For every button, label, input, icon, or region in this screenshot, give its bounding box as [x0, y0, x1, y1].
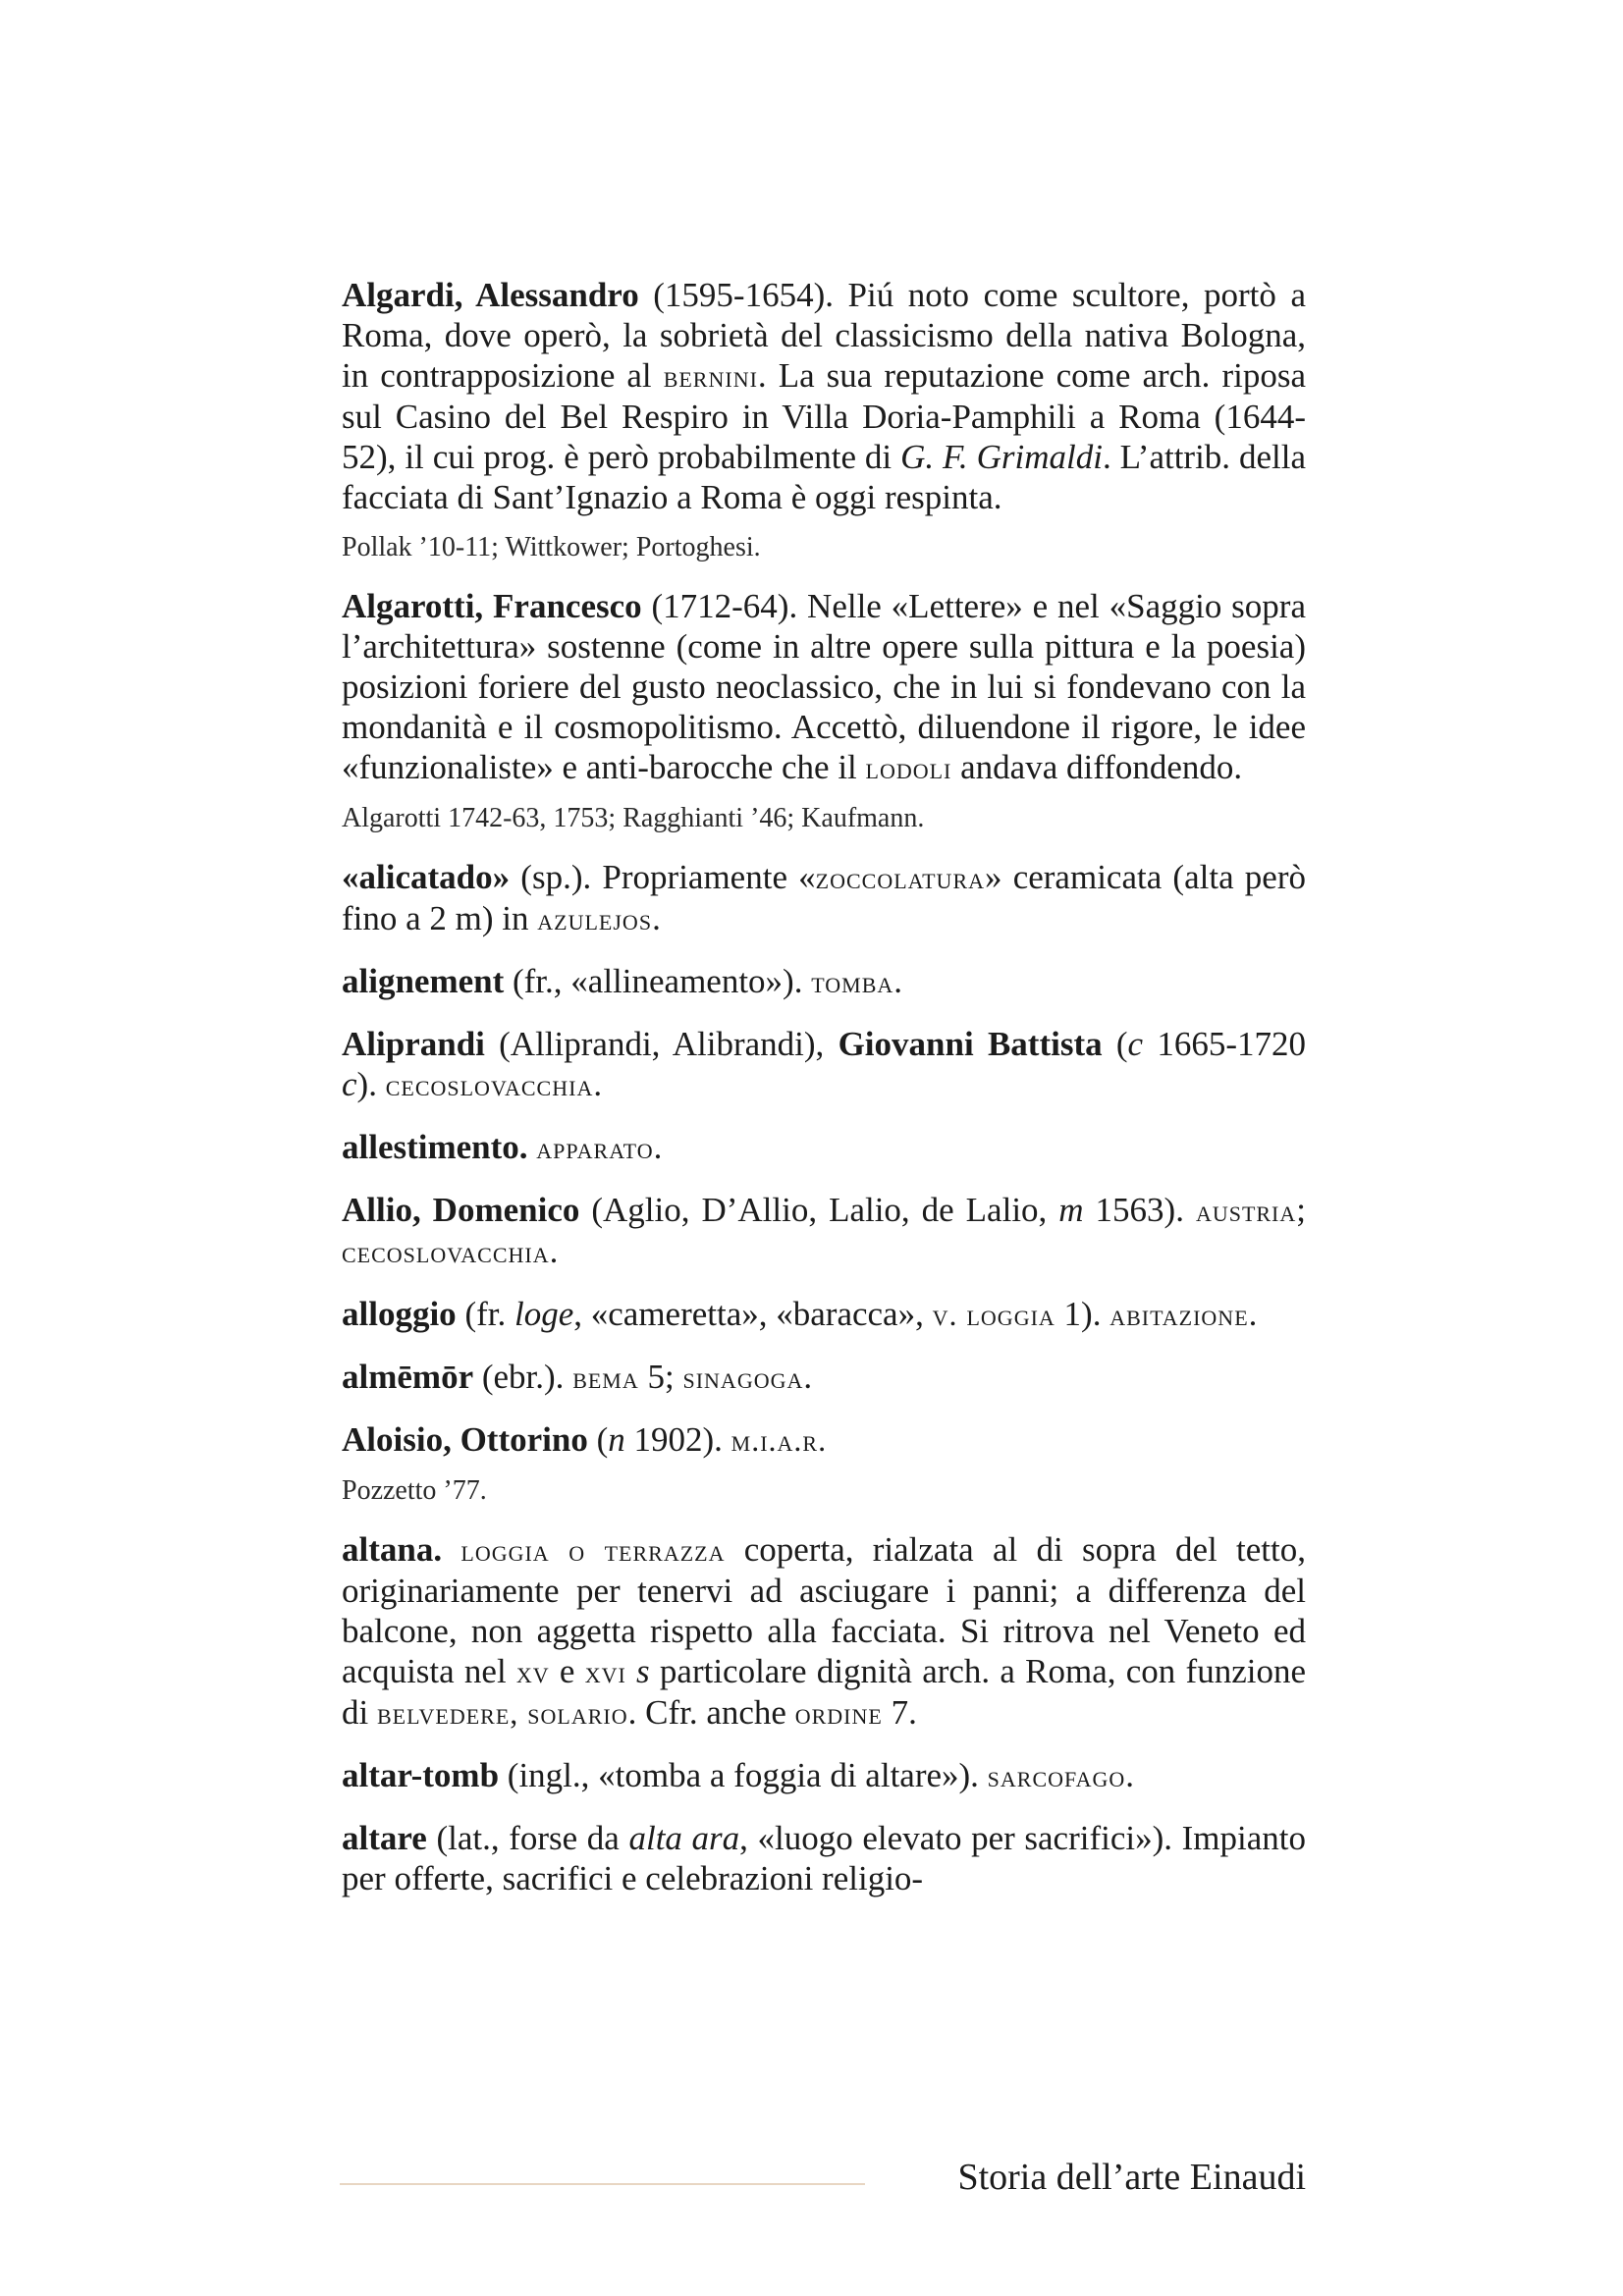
cross-reference: apparato — [536, 1130, 654, 1165]
body-text: (ingl., «tomba a foggia di altare»). — [499, 1756, 988, 1794]
entry-text — [342, 1024, 1306, 1105]
cross-reference: cecoslovacchia — [342, 1234, 550, 1269]
cross-reference: azulejos — [537, 901, 653, 936]
body-text: (1595-1654). Piú noto come scultore, portò a Roma, dove operò, la sobrietà del classicismo della nativa Bologna, in contrapposizione al — [342, 276, 1306, 395]
cross-reference: loggia o terrazza — [460, 1532, 726, 1568]
italic-text: G. F. Grimaldi — [900, 438, 1103, 476]
body-text: 1563). — [1083, 1191, 1196, 1229]
body-text — [626, 1652, 636, 1690]
entry-bibliography: Pozzetto ’77. — [342, 1475, 487, 1506]
entry-text — [342, 1755, 1306, 1796]
entry-headword: altana. — [342, 1530, 443, 1569]
entry-headword: almēmōr — [342, 1358, 474, 1396]
body-text: (fr. — [456, 1295, 514, 1333]
body-text: andava diffondendo. — [951, 748, 1243, 786]
body-text: . L’attrib. della facciata di Sant’Ignazio a Roma è oggi respinta. — [342, 438, 1307, 516]
dictionary-entry-altar-tomb — [342, 1755, 1306, 1796]
body-text: . La sua reputazione come arch. riposa sul Casino del Bel Respiro in Villa Doria-Pamphili a Roma (1644-52), il cui prog. è però probabilmente di — [342, 356, 1306, 476]
dictionary-entry-alignement — [342, 961, 1306, 1002]
dictionary-entry-algardi — [342, 275, 1306, 564]
dictionary-entry-alloggio — [342, 1294, 1306, 1335]
cross-reference: bema — [572, 1360, 639, 1395]
italic-text: loge — [514, 1295, 574, 1333]
body-text: ; — [1296, 1191, 1307, 1229]
entry-headword: allestimento. — [342, 1128, 528, 1166]
body-text: , «luogo elevato per sacrifici»). Impianto per offerte, sacrifici e celebrazioni religio- — [342, 1819, 1306, 1897]
italic-text: n — [608, 1420, 625, 1459]
cross-reference: ordine — [794, 1695, 883, 1731]
dictionary-entry-almemor — [342, 1357, 1306, 1398]
body-text: . — [803, 1358, 813, 1396]
dictionary-entry-allestimento — [342, 1127, 1306, 1168]
body-text: , «cameretta», «baracca», — [573, 1295, 933, 1333]
cross-reference: xv — [515, 1654, 550, 1689]
cross-reference: v. loggia — [932, 1297, 1055, 1332]
entry-text — [342, 857, 1306, 939]
body-text: (ebr.). — [473, 1358, 573, 1396]
entry-text — [342, 275, 1306, 517]
cross-reference: bernini — [663, 358, 758, 394]
body-text: (1712-64). Nelle «Lettere» e nel «Saggio sopra l’architettura» sostenne (come in altre opere sulla pittura e la poesia) posizioni foriere del gusto neoclassico, che in lui si fondevano con la mondanità e il cosmopolitismo. Accettò, diluendone il rigore, le idee «funzionaliste» e anti-barocche che il — [342, 587, 1306, 786]
entry-headword: alignement — [342, 962, 505, 1000]
cross-reference: austria — [1195, 1193, 1297, 1228]
body-text: . — [893, 962, 903, 1000]
entry-text — [342, 1127, 1306, 1168]
cross-reference: sarcofago — [987, 1758, 1126, 1793]
body-text: 7. — [882, 1693, 917, 1732]
entry-headword: Algardi, Alessandro — [342, 276, 639, 314]
body-text: (Alliprandi, Alibrandi), — [484, 1025, 839, 1063]
cross-reference: abitazione — [1109, 1297, 1249, 1332]
body-text: (sp.). Propriamente « — [510, 858, 816, 896]
cross-reference: sinagoga — [682, 1360, 804, 1395]
footer-title: Storia dell’arte Einaudi — [957, 2157, 1306, 2198]
entry-bibliography: Algarotti 1742-63, 1753; Ragghianti ’46; Kaufmann. — [342, 803, 925, 833]
entry-headword: «alicatado» — [342, 858, 511, 896]
body-text: (fr., «allineamento»). — [504, 962, 812, 1000]
cross-reference: cecoslovacchia — [385, 1067, 594, 1102]
footer-rule — [340, 2183, 865, 2185]
cross-reference: xvi — [584, 1654, 626, 1689]
entry-text — [342, 1529, 1306, 1734]
body-text: . — [1248, 1295, 1258, 1333]
body-text: » ceramicata (alta però fino a 2 m) in — [342, 858, 1306, 937]
entry-headword: alloggio — [342, 1295, 457, 1333]
dictionary-entry-altana — [342, 1529, 1306, 1734]
body-text — [442, 1530, 460, 1569]
italic-text: m — [1058, 1191, 1084, 1229]
italic-text: alta ara — [628, 1819, 740, 1857]
entry-headword: altar-tomb — [342, 1756, 500, 1794]
body-text — [528, 1128, 537, 1166]
italic-text: s — [636, 1652, 650, 1690]
entry-headword: Giovanni Battista — [838, 1025, 1103, 1063]
entry-text — [342, 1818, 1306, 1898]
entry-text — [342, 1294, 1306, 1335]
body-text: 1). — [1055, 1295, 1110, 1333]
page-footer — [340, 2142, 1306, 2201]
cross-reference: m.i.a.r. — [730, 1422, 828, 1458]
cross-reference: tomba — [811, 964, 894, 999]
cross-reference: lodoli — [865, 750, 952, 785]
cross-reference: zoccolatura — [815, 860, 986, 895]
entry-text — [342, 961, 1306, 1002]
body-text: (lat., forse da — [426, 1819, 629, 1857]
body-text: . — [593, 1065, 603, 1103]
entry-text — [342, 1419, 1306, 1461]
entry-headword: altare — [342, 1819, 427, 1857]
dictionary-entry-alicatado — [342, 857, 1306, 939]
entry-text — [342, 586, 1306, 788]
body-text: 1665-1720 — [1143, 1025, 1306, 1063]
body-text: . — [652, 899, 661, 937]
entry-headword: Aliprandi — [342, 1025, 485, 1063]
dictionary-entry-allio — [342, 1190, 1306, 1272]
dictionary-entry-altare — [342, 1818, 1306, 1898]
body-text: 1902). — [624, 1420, 731, 1459]
dictionary-entry-aliprandi — [342, 1024, 1306, 1105]
body-text: . Cfr. anche — [627, 1693, 795, 1732]
body-text: e — [549, 1652, 585, 1690]
italic-text: c — [342, 1065, 357, 1103]
cross-reference: belvedere, solario — [376, 1695, 628, 1731]
body-text: . — [653, 1128, 663, 1166]
body-text: . — [1125, 1756, 1135, 1794]
body-text: coperta, rialzata al di sopra del tetto, originariamente per tenervi ad asciugare i panni; a differenza del balcone, non aggetta rispetto alla facciata. Si ritrova nel Veneto ed acquista nel — [342, 1530, 1306, 1690]
italic-text: c — [1127, 1025, 1144, 1063]
body-text: . — [549, 1232, 559, 1270]
entry-headword: Allio, Domenico — [342, 1191, 580, 1229]
body-text: ( — [1102, 1025, 1128, 1063]
body-text: ). — [356, 1065, 386, 1103]
body-text: 5; — [638, 1358, 683, 1396]
entry-text — [342, 1357, 1306, 1398]
entry-text — [342, 1190, 1306, 1272]
body-text: (Aglio, D’Allio, Lalio, de Lalio, — [579, 1191, 1059, 1229]
entry-headword: Algarotti, Francesco — [342, 587, 642, 625]
entry-bibliography: Pollak ’10-11; Wittkower; Portoghesi. — [342, 532, 761, 562]
dictionary-entry-algarotti — [342, 586, 1306, 835]
dictionary-page — [342, 275, 1306, 1920]
body-text: ( — [587, 1420, 609, 1459]
body-text: particolare dignità arch. a Roma, con funzione di — [342, 1652, 1306, 1732]
entry-headword: Aloisio, Ottorino — [342, 1420, 588, 1459]
dictionary-entry-aloisio — [342, 1419, 1306, 1508]
